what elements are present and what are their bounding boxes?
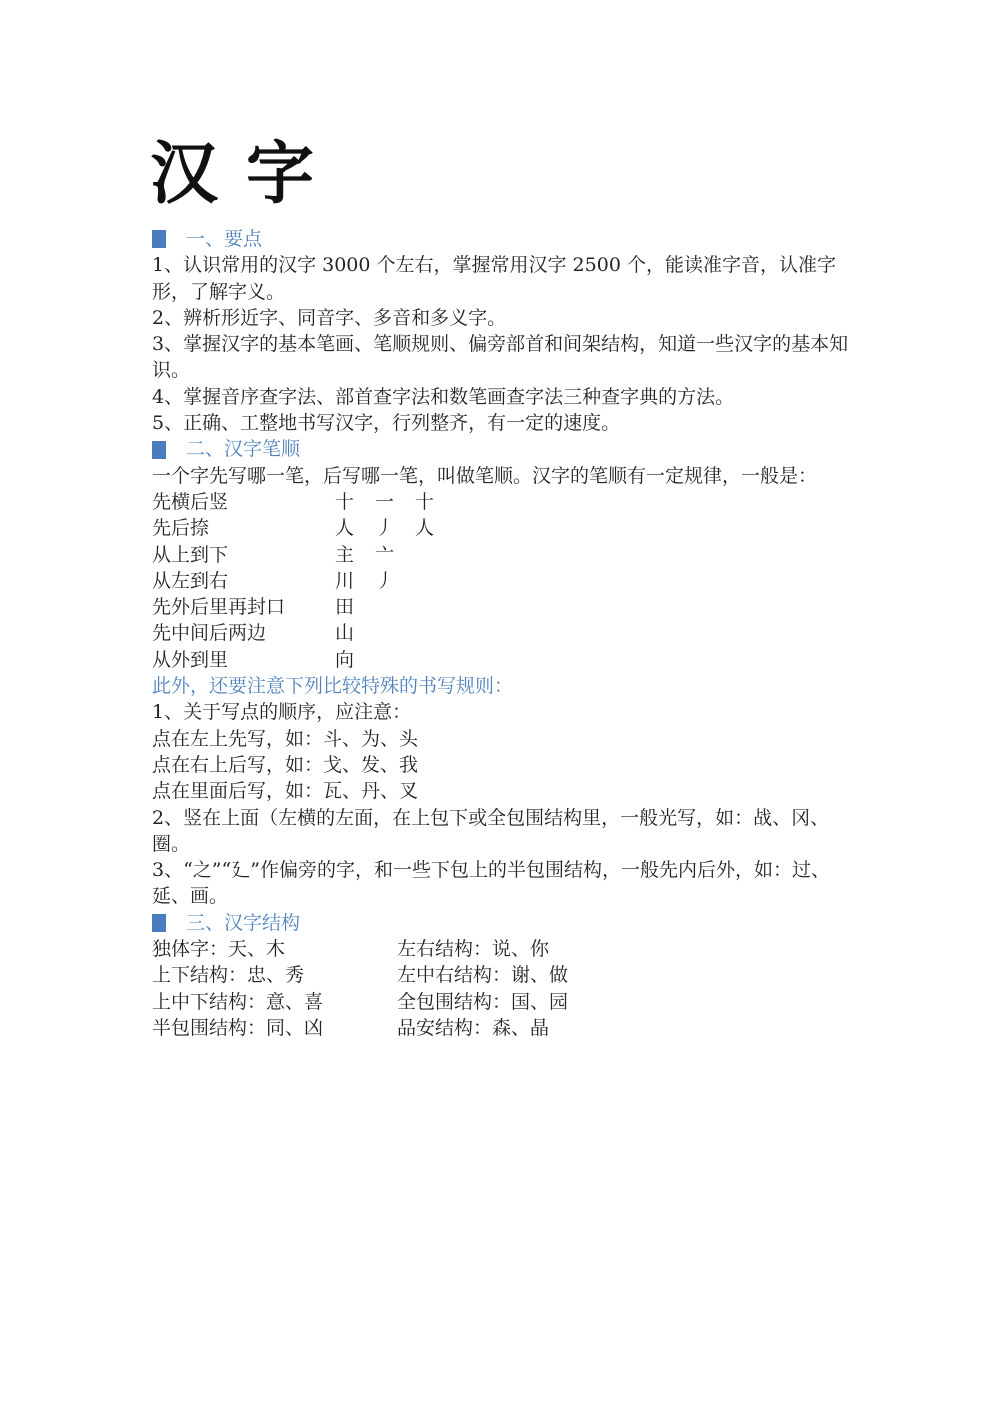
rule-name: 先横后竖 [152,490,229,513]
document-body [152,226,852,1041]
stroke-example [415,568,455,594]
structure-item: 全包围结构：国、园 [397,990,569,1013]
stroke-rule-row [152,594,852,620]
rule-name: 先外后里再封口 [152,596,286,619]
list-item: 5、正确、工整地书写汉字，行列整齐，有一定的速度。 [152,412,621,435]
rule-name: 从上到下 [152,543,229,566]
stroke-example: 丿 [375,569,395,592]
stroke-example [415,647,455,673]
stroke-example [375,620,415,646]
stroke-example [415,542,455,568]
stroke-example: 川 [335,569,355,592]
page-title: 汉字 [150,134,343,214]
list-item: 2、辨析形近字、同音字、多音和多义字。 [152,306,507,329]
stroke-example: 十 [415,490,435,513]
stroke-example [415,620,455,646]
structure-item: 独体字：天、木 [152,938,286,961]
list-item: 点在右上后写，如：戈、发、我 [152,753,419,776]
list-item: 4、掌握音序查字法、部首查字法和数笔画查字法三种查字典的方法。 [152,385,735,408]
rule-name: 先中间后两边 [152,622,267,645]
section-heading: 一、要点 [152,226,852,252]
structure-item: 左右结构：说、你 [397,938,550,961]
list-item: 2、竖在上面（左横的左面，在上包下或全包围结构里，一般光写，如：战、冈、圈。 [152,806,830,855]
rule-name: 先后捺 [152,517,210,540]
stroke-example [415,594,455,620]
stroke-rule-row [152,542,852,568]
stroke-rules [152,489,852,673]
rule-name: 从左到右 [152,569,229,592]
stroke-example: 人 [415,517,435,540]
list-item: 1、关于写点的顺序，应注意： [152,701,412,724]
rule-name: 从外到里 [152,648,229,671]
section-heading: 三、汉字结构 [152,910,852,936]
list-item: 3、“之”“廴”作偏旁的字，和一些下包上的半包围结构，一般先内后外，如：过、延、画。 [152,859,830,908]
stroke-example: 向 [335,648,355,671]
stroke-example: 田 [335,596,355,619]
structure-item: 半包围结构：同、凶 [152,1016,324,1039]
stroke-rule-row [152,620,852,646]
stroke-example [375,647,415,673]
section-heading: 二、汉字笔顺 [152,436,852,462]
structure-item: 品安结构：森、晶 [397,1016,550,1039]
special-heading: 此外，还要注意下列比较特殊的书写规则： [152,675,514,698]
stroke-example: 一 [375,490,395,513]
list-item: 1、认识常用的汉字 3000 个左右，掌握常用汉字 2500 个，能读准字音，认准字形，了解字义。 [152,254,836,303]
stroke-example [375,594,415,620]
structure-item: 上下结构：忠、秀 [152,964,305,987]
list-item: 点在左上先写，如：斗、为、头 [152,727,419,750]
stroke-rule-row [152,515,852,541]
stroke-example: 亠 [375,543,395,566]
structure-item: 左中右结构：谢、做 [397,964,569,987]
list-item: 3、掌握汉字的基本笔画、笔顺规则、偏旁部首和间架结构，知道一些汉字的基本知识。 [152,333,849,382]
stroke-rule-row [152,568,852,594]
stroke-rule-row [152,647,852,673]
structure-item: 上中下结构：意、喜 [152,990,324,1013]
stroke-example: 主 [335,543,355,566]
structure-grid [152,936,852,1041]
heading-marker-icon [152,441,166,459]
stroke-rule-row [152,489,852,515]
stroke-example: 山 [335,622,355,645]
heading-marker-icon [152,914,166,932]
stroke-example: 人 [335,517,355,540]
stroke-example: 十 [335,490,355,513]
heading-marker-icon [152,230,166,248]
stroke-example: 丿 [375,517,395,540]
intro-text: 一个字先写哪一笔，后写哪一笔，叫做笔顺。汉字的笔顺有一定规律，一般是： [152,464,818,487]
list-item: 点在里面后写，如：瓦、丹、叉 [152,780,419,803]
